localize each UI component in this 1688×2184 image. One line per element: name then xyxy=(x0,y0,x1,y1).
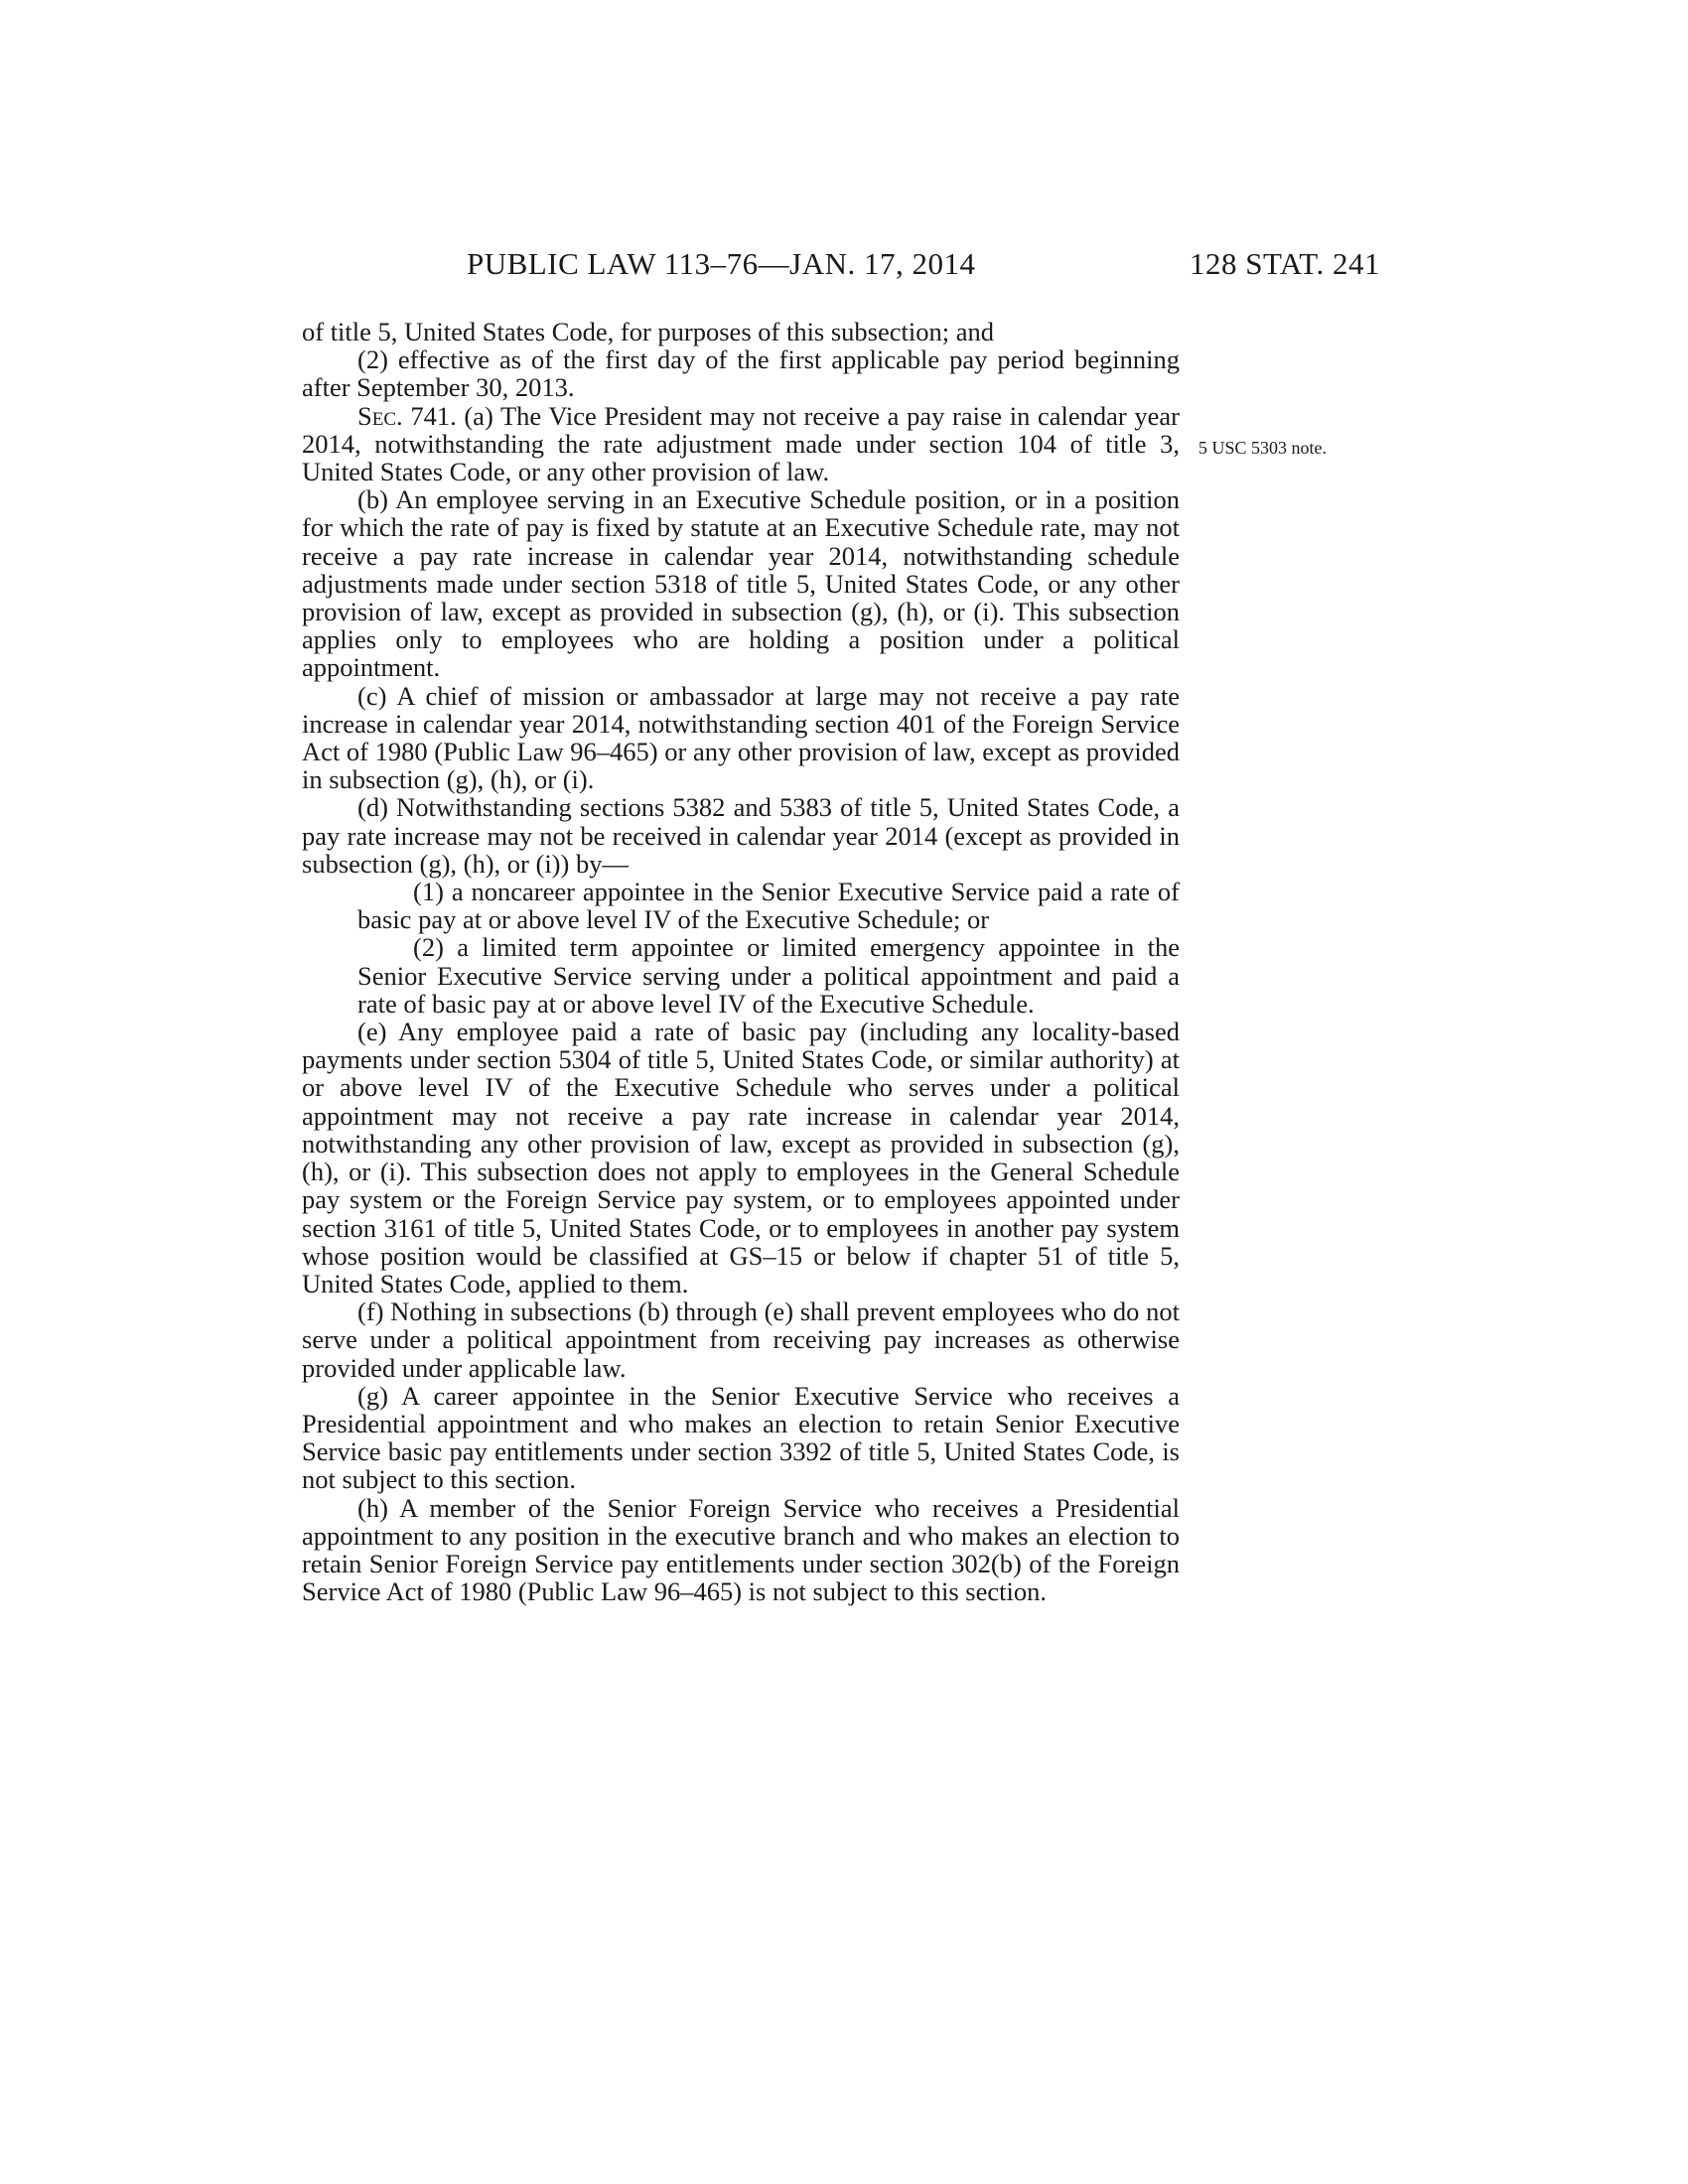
margin-note: 5 USC 5303 note. xyxy=(1198,438,1328,458)
page-header xyxy=(298,246,1380,286)
paragraph-b: (b) An employee serving in an Executive Schedule position, or in a position for which the rate of pay is fixed by statute at an Executive Schedule rate, may not receive a pay rate increase in calendar year 2014, notwithstanding schedule adjustments made under section 5318 of title 5, United States Code, or any other provision of law, except as provided in subsection (g), (h), or (i). This subsection applies only to employees who are holding a position under a political appointment. xyxy=(302,484,1180,683)
paragraph-h: (h) A member of the Senior Foreign Service who receives a Presidential appointment to any position in the executive branch and who makes an election to retain Senior Foreign Service pay entitlements under section 302(b) of the Foreign Service Act of 1980 (Public Law 96–465) is not subject to this section. xyxy=(302,1492,1180,1607)
paragraph-e: (e) Any employee paid a rate of basic pay (including any locality-based payments under section 5304 of title 5, United States Code, or similar authority) at or above level IV of the Executive Schedule who serves under a political appointment may not receive a pay rate increase in calendar year 2014, notwithstanding any other provision of law, except as provided in subsection (g), (h), or (i). This subsection does not apply to employees in the General Schedule pay system or the Foreign Service pay system, or to employees appointed under section 3161 of title 5, United States Code, or to employees in another pay system whose position would be classified at GS–15 or below if chapter 51 of title 5, United States Code, applied to them. xyxy=(302,1017,1180,1298)
paragraph-d-1: (1) a noncareer appointee in the Senior Executive Service paid a rate of basic pay at or above level IV of the Executive Schedule; or xyxy=(357,877,1180,935)
statute-page-number: 128 STAT. 241 xyxy=(1189,246,1380,281)
paragraph-c: (c) A chief of mission or ambassador at large may not receive a pay rate increase in calendar year 2014, notwithstanding section 401 of the Foreign Service Act of 1980 (Public Law 96–465) or any other provision of law, except as provided in subsection (g), (h), or (i). xyxy=(302,680,1180,795)
paragraph-sec-741-a xyxy=(302,402,1180,486)
law-citation-header: PUBLIC LAW 113–76—JAN. 17, 2014 xyxy=(467,246,976,281)
paragraph-continuation: of title 5, United States Code, for purposes of this subsection; and xyxy=(302,317,994,346)
paragraph-g: (g) A career appointee in the Senior Executive Service who receives a Presidential appointment and who makes an election to retain Senior Executive Service basic pay entitlements under section 3392 of title 5, United States Code, is not subject to this section. xyxy=(302,1380,1180,1495)
paragraph-item-2: (2) effective as of the first day of the first applicable pay period beginning after September 30, 2013. xyxy=(302,344,1180,403)
document-body xyxy=(302,318,1180,1605)
paragraph-d: (d) Notwithstanding sections 5382 and 5383 of title 5, United States Code, a pay rate increase may not be received in calendar year 2014 (except as provided in subsection (g), (h), or (i)) by— xyxy=(302,792,1180,879)
sec-741-a-text: 741. (a) The Vice President may not receive a pay raise in calendar year 2014, notwithstanding the rate adjustment made under section 104 of title 3, United States Code, or any other provision of law. xyxy=(302,400,1180,487)
sec-label: Sec. xyxy=(357,400,403,431)
paragraph-f: (f) Nothing in subsections (b) through (e) shall prevent employees who do not serve under a political appointment from receiving pay increases as otherwise provided under applicable law. xyxy=(302,1297,1180,1383)
paragraph-d-2: (2) a limited term appointee or limited emergency appointee in the Senior Executive Service serving under a political appointment and paid a rate of basic pay at or above level IV of the Executive Schedule. xyxy=(357,932,1180,1019)
